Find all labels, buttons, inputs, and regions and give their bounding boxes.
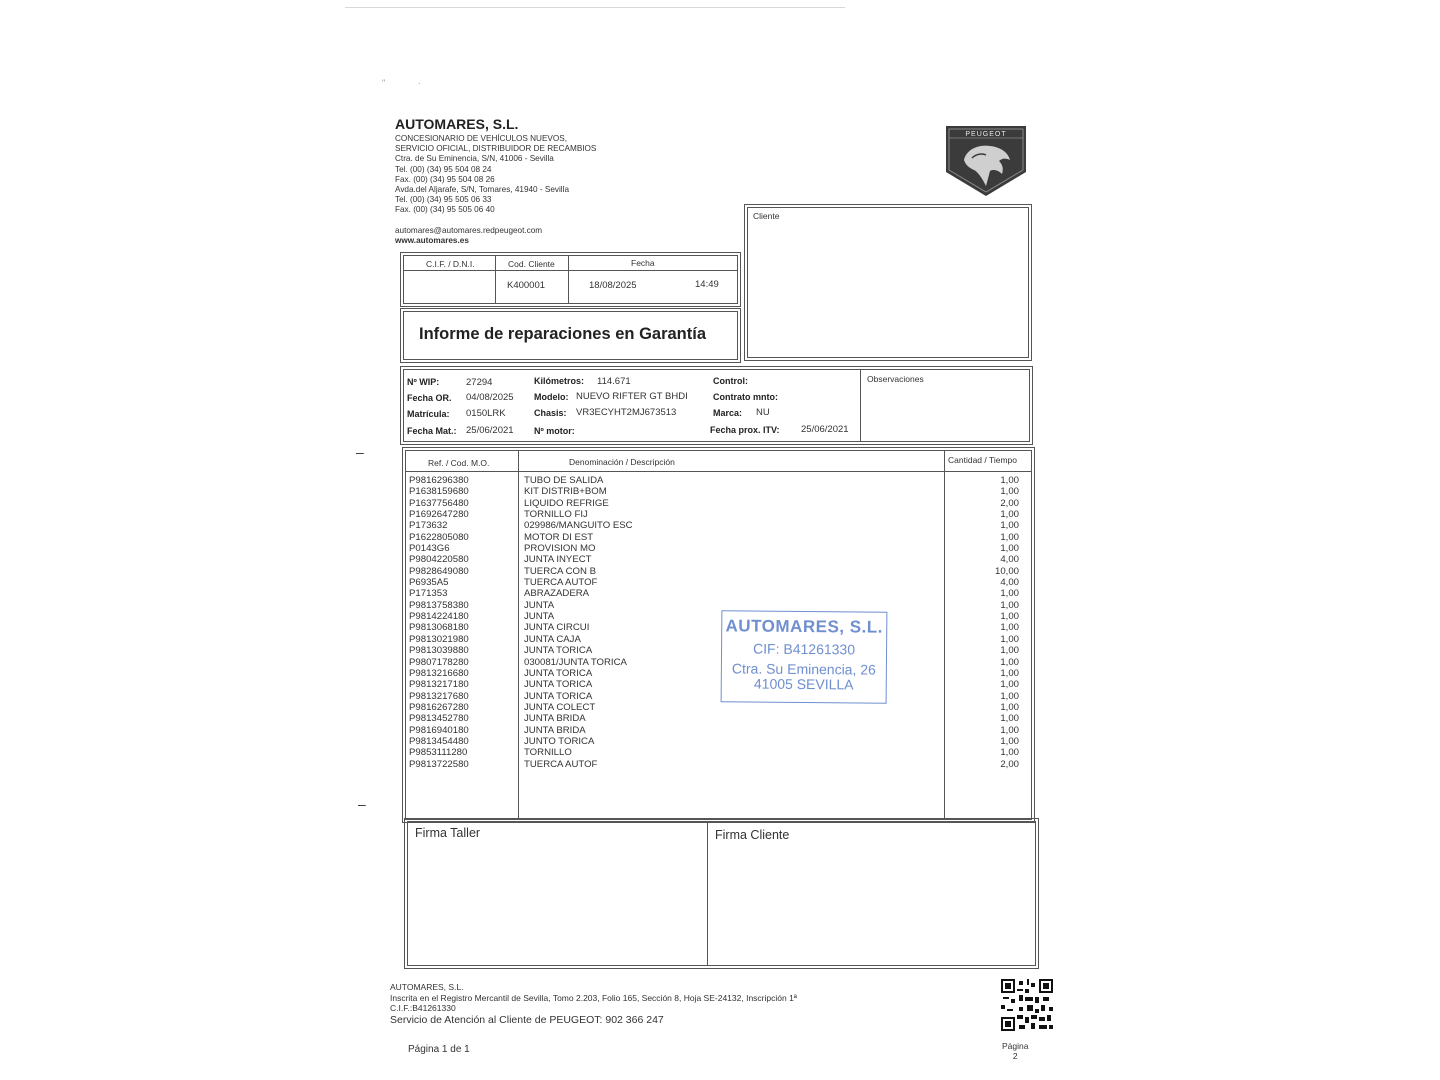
part-ref: P9813217680: [409, 690, 469, 702]
qr-code-icon: [1001, 979, 1053, 1031]
cod-cliente-label: Cod. Cliente: [508, 259, 555, 269]
part-ref: P9813758380: [409, 599, 469, 611]
motor-label: Nº motor:: [534, 426, 575, 436]
marca-label: Marca:: [713, 408, 743, 418]
punch-mark: –: [356, 444, 364, 460]
qty-header: Cantidad / Tiempo: [948, 455, 1017, 465]
footer-company: AUTOMARES, S.L.: [390, 982, 464, 992]
part-ref: P9828649080: [409, 565, 469, 577]
control-label: Control:: [713, 376, 748, 386]
part-quantity: 1,00: [1000, 645, 1019, 657]
matricula-label: Matrícula:: [407, 409, 450, 419]
part-quantity: 1,00: [1000, 679, 1019, 691]
table-row: [406, 611, 1031, 622]
chasis-label: Chasis:: [534, 408, 567, 418]
table-row: [406, 702, 1031, 713]
wip-value: 27294: [466, 377, 493, 388]
scan-edge-line: [345, 7, 845, 8]
logo-text: PEUGEOT: [965, 131, 1007, 138]
part-description: TORNILLO: [524, 747, 572, 759]
part-quantity: 4,00: [1000, 577, 1019, 589]
observaciones-label: Observaciones: [867, 374, 924, 384]
company-name: AUTOMARES, S.L.: [395, 116, 519, 132]
part-description: 029986/MANGUITO ESC: [524, 520, 633, 532]
table-row: [406, 713, 1031, 724]
part-description: JUNTA: [524, 599, 555, 611]
parts-rows: [406, 475, 1031, 770]
table-row: [406, 747, 1031, 758]
part-quantity: 1,00: [1000, 656, 1019, 668]
company-line: Ctra. de Su Eminencia, S/N, 41006 - Sevilla: [395, 154, 554, 164]
vehicle-info-box: [403, 369, 1030, 442]
part-ref: P9813452780: [409, 713, 469, 725]
table-row: [406, 759, 1031, 770]
km-label: Kilómetros:: [534, 376, 585, 386]
part-description: TUERCA AUTOF: [524, 577, 598, 589]
table-row: [406, 588, 1031, 599]
part-description: PROVISION MO: [524, 543, 596, 555]
fecha-mat-value: 25/06/2021: [466, 425, 514, 436]
part-description: TORNILLO FIJ: [524, 509, 588, 521]
part-ref: P173632: [409, 520, 448, 532]
matricula-value: 0150LRK: [466, 408, 506, 419]
table-row: [406, 520, 1031, 531]
part-quantity: 1,00: [1000, 520, 1019, 532]
part-ref: P9813454480: [409, 735, 469, 747]
peugeot-lion-shield-icon: [944, 124, 1028, 198]
part-ref: P9816940180: [409, 724, 469, 736]
company-line: Tel. (00) (34) 95 505 06 33: [395, 195, 492, 205]
table-row: [406, 532, 1031, 543]
table-row: [406, 736, 1031, 747]
part-ref: P9813216680: [409, 667, 469, 679]
part-description: JUNTA BRIDA: [524, 724, 586, 736]
footer-registry: Inscrita en el Registro Mercantil de Sevilla, Tomo 2.203, Folio 165, Sección 8, Hoja SE-24132, Inscripción 1ª: [390, 992, 797, 1003]
part-ref: P9813021980: [409, 633, 469, 645]
part-quantity: 1,00: [1000, 531, 1019, 543]
company-web: www.automares.es: [395, 235, 469, 245]
company-line: Tel. (00) (34) 95 504 08 24: [395, 164, 492, 174]
table-row: [406, 634, 1031, 645]
part-ref: P9814224180: [409, 611, 469, 623]
part-description: JUNTA BRIDA: [524, 713, 586, 725]
modelo-value: NUEVO RIFTER GT BHDI: [576, 391, 688, 402]
company-email: automares@automares.redpeugeot.com: [395, 225, 543, 235]
part-description: JUNTA CIRCUI: [524, 622, 590, 634]
table-row: [406, 543, 1031, 554]
part-description: JUNTA INYECT: [524, 554, 592, 566]
part-quantity: 1,00: [1000, 724, 1019, 736]
parts-table: [405, 450, 1032, 820]
part-quantity: 1,00: [1000, 611, 1019, 623]
table-row: [406, 679, 1031, 690]
km-value: 114.671: [597, 376, 631, 387]
part-ref: P9813722580: [409, 758, 469, 770]
part-ref: P9813039880: [409, 645, 469, 657]
page-marker: [1002, 1042, 1028, 1061]
client-label: Cliente: [753, 211, 780, 221]
part-quantity: 1,00: [1000, 599, 1019, 611]
part-quantity: 10,00: [994, 565, 1019, 577]
table-row: [406, 554, 1031, 565]
report-title-box: [403, 311, 738, 360]
client-box: [747, 207, 1029, 358]
desc-header: Denominación / Descripción: [569, 457, 675, 467]
part-description: JUNTO TORICA: [524, 735, 595, 747]
part-quantity: 4,00: [1000, 554, 1019, 566]
part-description: JUNTA TORICA: [524, 667, 593, 679]
part-description: JUNTA COLECT: [524, 701, 596, 713]
company-stamp: [721, 610, 888, 703]
report-title: Informe de reparaciones en Garantía: [419, 325, 707, 343]
signature-box: [407, 821, 1036, 966]
table-row: [406, 725, 1031, 736]
stamp-cif: CIF: B41261330: [753, 640, 856, 658]
part-quantity: 1,00: [1000, 747, 1019, 759]
part-quantity: 1,00: [1000, 633, 1019, 645]
part-quantity: 1,00: [1000, 622, 1019, 634]
wip-label: Nº WIP:: [407, 377, 440, 387]
part-ref: P1692647280: [409, 509, 469, 521]
part-description: TUBO DE SALIDA: [524, 475, 604, 486]
part-ref: P6935A5: [409, 577, 449, 589]
chasis-value: VR3ECYHT2MJ673513: [576, 407, 677, 418]
hora-value: 14:49: [695, 279, 719, 290]
part-ref: P1622805080: [409, 531, 469, 543]
fecha-value: 18/08/2025: [589, 280, 637, 291]
part-ref: P9853111280: [409, 747, 468, 759]
company-line: Fax. (00) (34) 95 504 08 26: [395, 174, 495, 184]
page-marker-label: Página: [1002, 1041, 1029, 1051]
company-line: SERVICIO OFICIAL, DISTRIBUIDOR DE RECAMBIOS: [395, 144, 597, 154]
part-ref: P171353: [409, 588, 448, 600]
contrato-label: Contrato mnto:: [713, 392, 778, 402]
part-ref: P9816296380: [409, 475, 469, 486]
part-ref: P9816267280: [409, 701, 469, 713]
part-quantity: 1,00: [1000, 735, 1019, 747]
fecha-mat-label: Fecha Mat.:: [407, 426, 457, 436]
marca-value: NU: [756, 407, 770, 418]
company-line: Fax. (00) (34) 95 505 06 40: [395, 205, 495, 215]
table-row: [406, 600, 1031, 611]
stamp-name: AUTOMARES, S.L.: [725, 616, 884, 637]
table-row: [406, 509, 1031, 520]
part-quantity: 2,00: [1000, 497, 1019, 509]
part-description: JUNTA TORICA: [524, 645, 593, 657]
footer: [390, 982, 797, 1026]
fecha-label: Fecha: [631, 258, 655, 268]
table-row: [406, 566, 1031, 577]
footer-service: Servicio de Atención al Cliente de PEUGEOT: 902 366 247: [390, 1013, 664, 1026]
part-quantity: 2,00: [1000, 758, 1019, 770]
part-ref: P9813068180: [409, 622, 469, 634]
part-description: TUERCA CON B: [524, 565, 596, 577]
part-ref: P1638159680: [409, 486, 469, 498]
scan-dots: " ·: [382, 78, 421, 88]
itv-label: Fecha prox. ITV:: [710, 425, 780, 435]
part-description: JUNTA CAJA: [524, 633, 581, 645]
firma-cliente-label: Firma Cliente: [715, 828, 790, 842]
company-line: Avda.del Aljarafe, S/N, Tomares, 41940 - Sevilla: [395, 185, 570, 195]
table-row: [406, 668, 1031, 679]
part-description: LIQUIDO REFRIGE: [524, 497, 609, 509]
fecha-or-label: Fecha OR.: [407, 393, 452, 403]
part-description: MOTOR DI EST: [524, 531, 594, 543]
part-quantity: 1,00: [1000, 543, 1019, 555]
part-quantity: 1,00: [1000, 713, 1019, 725]
table-row: [406, 691, 1031, 702]
itv-value: 25/06/2021: [801, 424, 849, 435]
part-quantity: 1,00: [1000, 667, 1019, 679]
table-row: [406, 657, 1031, 668]
footer-cif: C.I.F.:B41261330: [390, 1003, 456, 1013]
part-description: JUNTA: [524, 611, 555, 623]
company-line: CONCESIONARIO DE VEHÍCULOS NUEVOS,: [395, 134, 567, 143]
part-quantity: 1,00: [1000, 701, 1019, 713]
part-description: JUNTA TORICA: [524, 679, 593, 691]
table-row: [406, 498, 1031, 509]
page-marker-number: 2: [1012, 1050, 1018, 1061]
meta-table: [403, 255, 738, 304]
table-row: [406, 645, 1031, 656]
part-ref: P9807178280: [409, 656, 469, 668]
part-ref: P9804220580: [409, 554, 469, 566]
part-description: 030081/JUNTA TORICA: [524, 656, 627, 668]
part-ref: P0143G6: [409, 543, 450, 555]
part-quantity: 1,00: [1000, 690, 1019, 702]
ref-header: Ref. / Cod. M.O.: [428, 458, 490, 468]
part-ref: P9813217180: [409, 679, 469, 691]
fecha-or-value: 04/08/2025: [466, 392, 514, 403]
cod-cliente-value: K400001: [507, 280, 546, 291]
part-description: ABRAZADERA: [524, 588, 590, 600]
stamp-city: 41005 SEVILLA: [753, 675, 854, 693]
table-row: [406, 577, 1031, 588]
stamp-address: Ctra. Su Eminencia, 26: [731, 660, 876, 678]
table-row: [406, 486, 1031, 497]
punch-mark: –: [358, 796, 366, 812]
part-description: KIT DISTRIB+BOM: [524, 486, 607, 498]
part-quantity: 1,00: [1000, 486, 1019, 498]
part-description: TUERCA AUTOF: [524, 758, 598, 770]
part-quantity: 1,00: [1000, 475, 1019, 486]
page-number: Página 1 de 1: [408, 1044, 470, 1055]
cif-label: C.I.F. / D.N.I.: [426, 259, 475, 269]
part-description: JUNTA TORICA: [524, 690, 593, 702]
part-quantity: 1,00: [1000, 588, 1019, 600]
table-row: [406, 475, 1031, 486]
firma-taller-label: Firma Taller: [415, 826, 481, 840]
part-quantity: 1,00: [1000, 509, 1019, 521]
table-row: [406, 622, 1031, 633]
modelo-label: Modelo:: [534, 392, 569, 402]
part-ref: P1637756480: [409, 497, 469, 509]
company-header: [395, 116, 596, 246]
